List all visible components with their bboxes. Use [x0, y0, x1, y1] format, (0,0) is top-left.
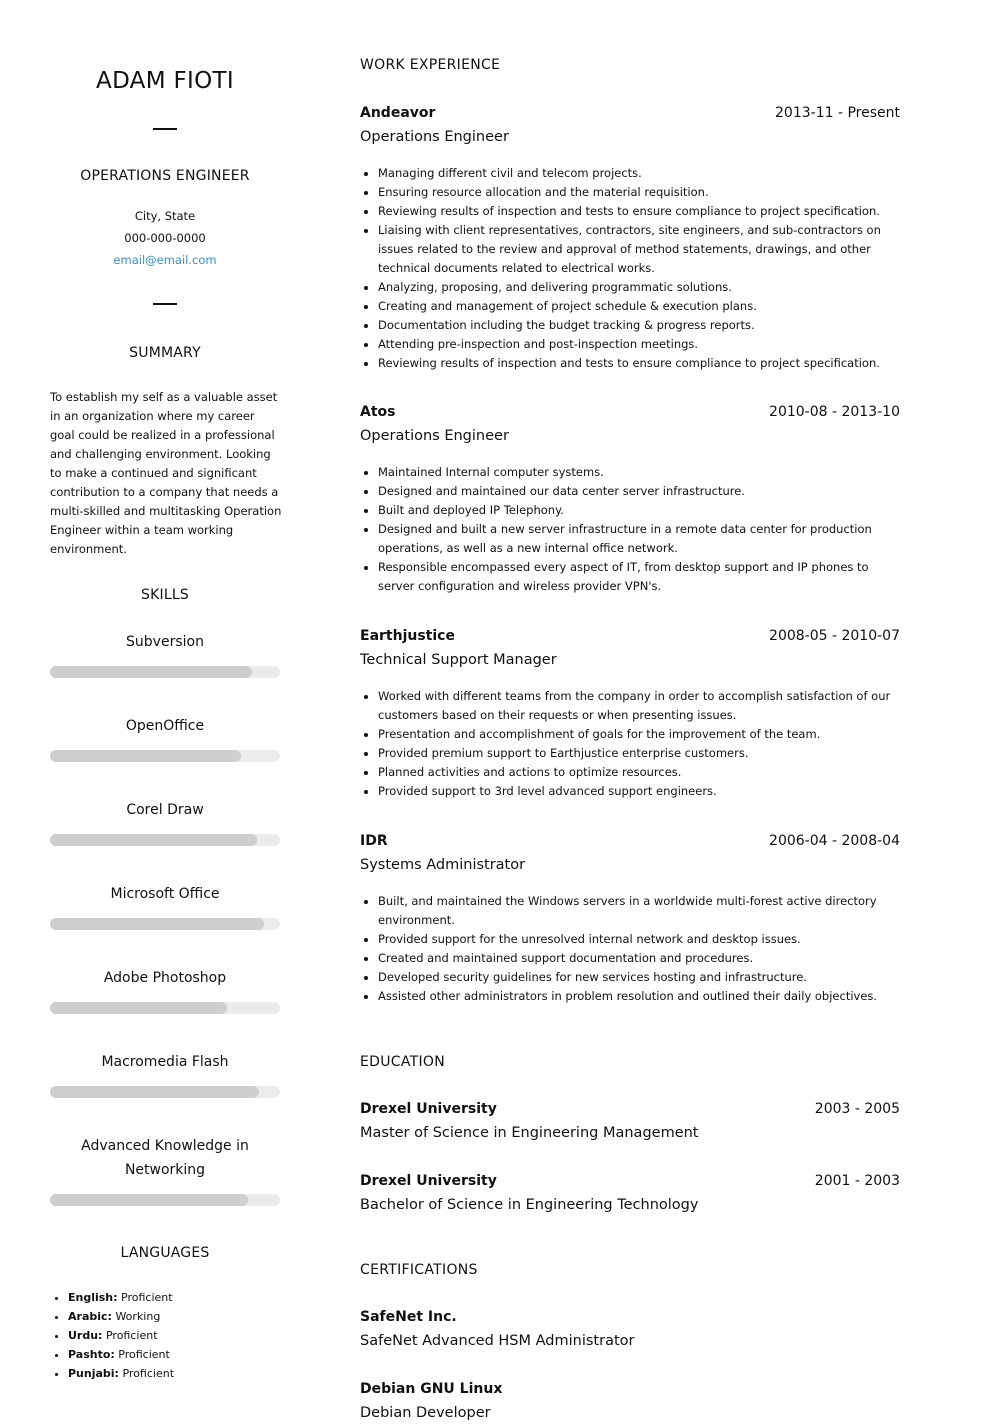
education-entry — [360, 1169, 900, 1217]
degree: Bachelor of Science in Engineering Technology — [360, 1197, 699, 1213]
language-level: Proficient — [121, 1291, 173, 1304]
skill-name: Advanced Knowledge in Networking — [81, 1138, 249, 1178]
job-dates: 2008-05 - 2010-07 — [769, 628, 900, 644]
skill-level-fill — [50, 750, 241, 762]
company-name: Earthjustice — [360, 628, 455, 644]
summary-heading: SUMMARY — [129, 345, 201, 361]
job-entry — [360, 624, 900, 801]
divider — [153, 303, 177, 305]
company-name: Atos — [360, 404, 396, 420]
job-bullet: • Assisted other administrators in problem resolution and outlined their daily objectives. — [378, 987, 900, 1006]
skill-level-bar — [50, 666, 280, 678]
job-bullet: • Designed and maintained our data center server infrastructure. — [378, 482, 900, 501]
certification-name: SafeNet Advanced HSM Administrator — [360, 1333, 635, 1349]
job-bullet: • Planned activities and actions to optimize resources. — [378, 763, 900, 782]
job-bullet: • Designed and built a new server infrastructure in a remote data center for production operations, as well as a new internal office network. — [378, 520, 900, 558]
job-title: Systems Administrator — [360, 857, 526, 873]
education-dates: 2001 - 2003 — [814, 1173, 900, 1189]
education-entry — [360, 1097, 900, 1145]
skill-name: Macromedia Flash — [101, 1054, 229, 1070]
certification-issuer: Debian GNU Linux — [360, 1381, 503, 1397]
language-name: Urdu: — [68, 1329, 103, 1342]
language-item — [68, 1307, 174, 1326]
language-item — [68, 1345, 174, 1364]
skill-name: Corel Draw — [126, 802, 204, 818]
languages-list — [50, 1288, 174, 1383]
job-bullet: • Maintained Internal computer systems. — [378, 463, 900, 482]
language-item — [68, 1364, 174, 1383]
language-name: Arabic: — [68, 1310, 112, 1323]
skill-level-fill — [50, 834, 257, 846]
school-name: Drexel University — [360, 1101, 497, 1117]
certification-name: Debian Developer — [360, 1405, 491, 1421]
skill-level-bar — [50, 1086, 280, 1098]
certification-entry — [360, 1377, 900, 1421]
job-bullet: • Ensuring resource allocation and the material requisition. — [378, 183, 900, 202]
job-bullet: • Developed security guidelines for new services hosting and infrastructure. — [378, 968, 900, 987]
skill-level-fill — [50, 1086, 259, 1098]
summary-text: To establish my self as a valuable asset in an organization where my career goal could be realized in a professional and challenging environment. Looking to make a continued and significant contribution to a company that needs a multi-skilled and multitasking Operation Engineer within a team working environment. — [50, 390, 282, 556]
candidate-name: ADAM FIOTI — [96, 68, 234, 94]
job-bullet: • Managing different civil and telecom projects. — [378, 164, 900, 183]
certifications-heading: CERTIFICATIONS — [360, 1262, 478, 1278]
job-title: Technical Support Manager — [360, 652, 557, 668]
job-bullet: • Provided support for the unresolved internal network and desktop issues. — [378, 930, 900, 949]
job-bullet: • Worked with different teams from the company in order to accomplish satisfaction of our customers based on their requests or when presenting issues. — [378, 687, 900, 725]
languages-heading: LANGUAGES — [120, 1245, 210, 1261]
school-name: Drexel University — [360, 1173, 497, 1189]
job-bullet: • Reviewing results of inspection and tests to ensure compliance to project specification. — [378, 202, 900, 221]
company-name: IDR — [360, 833, 388, 849]
language-level: Working — [115, 1310, 161, 1323]
certification-entry — [360, 1305, 900, 1353]
job-bullet: • Provided premium support to Earthjustice enterprise customers. — [378, 744, 900, 763]
job-entry — [360, 400, 900, 596]
certification-issuer: SafeNet Inc. — [360, 1309, 457, 1325]
job-dates: 2010-08 - 2013-10 — [769, 404, 900, 420]
divider — [153, 128, 177, 130]
language-name: Pashto: — [68, 1348, 115, 1361]
job-dates: 2006-04 - 2008-04 — [769, 833, 900, 849]
job-bullet: • Documentation including the budget tracking & progress reports. — [378, 316, 900, 335]
job-bullets — [360, 463, 900, 596]
job-bullet: • Analyzing, proposing, and delivering programmatic solutions. — [378, 278, 900, 297]
skill-level-bar — [50, 834, 280, 846]
job-bullet: • Attending pre-inspection and post-inspection meetings. — [378, 335, 900, 354]
language-level: Proficient — [118, 1348, 170, 1361]
job-bullet: • Presentation and accomplishment of goals for the improvement of the team. — [378, 725, 900, 744]
skill-level-bar — [50, 918, 280, 930]
skills-heading: SKILLS — [141, 587, 189, 603]
skill-level-bar — [50, 750, 280, 762]
skill-level-bar — [50, 1002, 280, 1014]
job-bullet: • Reviewing results of inspection and tests to ensure compliance to project specification. — [378, 354, 900, 373]
job-title: Operations Engineer — [360, 129, 509, 145]
skill-level-fill — [50, 666, 252, 678]
work-experience-heading: WORK EXPERIENCE — [360, 57, 501, 73]
skill-name: OpenOffice — [125, 718, 205, 734]
contact-phone: 000-000-0000 — [124, 231, 206, 245]
language-item — [68, 1288, 174, 1307]
job-bullets — [360, 892, 900, 1006]
job-bullet: • Created and maintained support documentation and procedures. — [378, 949, 900, 968]
language-level: Proficient — [105, 1329, 158, 1342]
job-bullet: • Responsible encompassed every aspect of IT, from desktop support and IP phones to server configuration and wireless provider VPN's. — [378, 558, 900, 596]
skill-level-fill — [50, 918, 264, 930]
language-name: English: — [68, 1291, 118, 1304]
education-dates: 2003 - 2005 — [814, 1101, 900, 1117]
job-bullet: • Built, and maintained the Windows servers in a worldwide multi-forest active directory environment. — [378, 892, 900, 930]
skill-name: Microsoft Office — [110, 886, 220, 902]
job-bullets — [360, 164, 900, 373]
skill-name: Adobe Photoshop — [103, 970, 227, 986]
skill-level-fill — [50, 1002, 227, 1014]
job-bullet: • Creating and management of project schedule & execution plans. — [378, 297, 900, 316]
language-level: Proficient — [122, 1367, 175, 1380]
skill-name: Subversion — [126, 634, 204, 650]
company-name: Andeavor — [360, 105, 436, 121]
skill-level-fill — [50, 1194, 248, 1206]
job-bullet: • Liaising with client representatives, contractors, site engineers, and sub-contractors on issues related to the review and approval of method statements, drawings, and other technical documents related to electrical works. — [378, 221, 900, 278]
job-bullets — [360, 687, 900, 801]
contact-email-link[interactable]: email@email.com — [113, 253, 217, 267]
job-dates: 2013-11 - Present — [775, 105, 900, 121]
contact-location: City, State — [134, 209, 196, 223]
skill-level-bar — [50, 1194, 280, 1206]
job-entry — [360, 829, 900, 1006]
job-bullet: • Provided support to 3rd level advanced support engineers. — [378, 782, 900, 801]
language-name: Punjabi: — [68, 1367, 119, 1380]
degree: Master of Science in Engineering Management — [360, 1125, 699, 1141]
job-title: Operations Engineer — [360, 428, 509, 444]
job-entry — [360, 101, 900, 373]
language-item — [68, 1326, 174, 1345]
candidate-role: OPERATIONS ENGINEER — [80, 168, 250, 184]
job-bullet: • Built and deployed IP Telephony. — [378, 501, 900, 520]
education-heading: EDUCATION — [360, 1054, 446, 1070]
